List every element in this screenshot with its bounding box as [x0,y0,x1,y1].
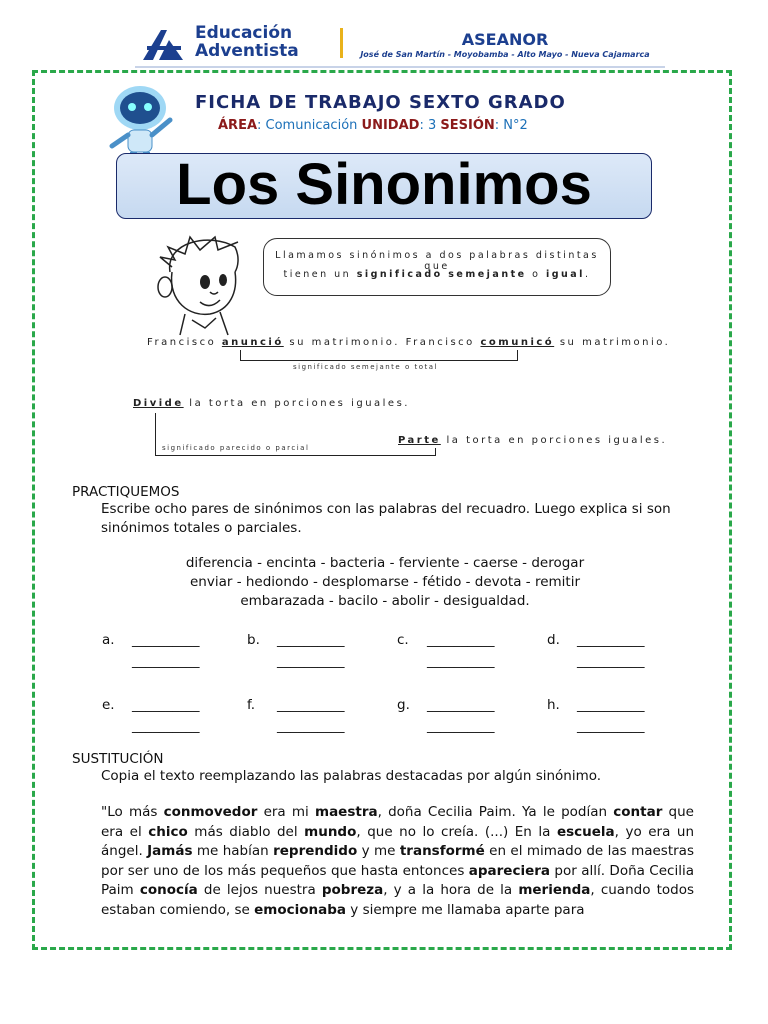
highlighted-word: conmovedor [163,804,258,820]
big-title: Los Sinonimos [176,152,592,217]
sheet-meta: ÁREA: Comunicación UNIDAD: 3 SESIÓN: N°2 [218,118,528,133]
passage-text: , doña Cecilia Paim. Ya le podían [377,804,614,820]
passage-text: "Lo más [101,804,164,820]
highlighted-word: chico [148,823,188,840]
unit-value: 3 [427,118,437,133]
highlighted-word: emocionaba [254,901,346,918]
practiquemos-instructions: Escribe ocho pares de sinónimos con las palabras del recuadro. Luego explica si son sinónimos totales o parciales. [101,501,671,536]
passage-text: y me [357,843,400,859]
bracket-line [155,413,156,456]
org-name: ASEANOR [461,30,549,49]
bubble-bold: igual [545,269,585,280]
example-partial-b [398,435,667,446]
highlighted-word: pobreza [321,882,384,898]
example-text: Francisco [147,337,222,348]
answer-label: g. [397,697,410,713]
logo-line1: Educación [195,23,293,43]
highlighted-word: contar [613,804,663,820]
answer-label: e. [102,697,115,713]
bubble-text: . [584,269,591,280]
answer-label: b. [247,632,260,648]
speech-bubble [263,238,611,296]
bracket-line [155,455,435,456]
passage-text: , y a la hora de la [383,882,519,898]
word-line: embarazada - bacilo - abolir - desigualdad. [240,593,530,609]
highlighted-word: maestra [315,804,378,820]
highlighted-word: apareciera [468,862,551,879]
answer-blank[interactable]: __________ [427,697,495,713]
answer-blank[interactable]: __________ [132,632,200,648]
highlighted-word: merienda [518,882,591,898]
highlighted-word: reprendido [273,843,358,859]
boy-illustration [150,232,250,337]
example-partial-a [133,398,410,409]
bubble-bold: significado [356,269,443,280]
answer-blank[interactable]: __________ [577,718,645,734]
word-line: diferencia - encinta - bacteria - ferviente - caerse - derogar [185,555,585,571]
example-text: su matrimonio. [554,337,671,348]
org-subtitle: José de San Martín - Moyobamba - Alto Mayo - Nueva Cajamarca [360,50,650,59]
sustitucion-passage [101,803,694,920]
highlighted-word: escuela [556,823,615,840]
bracket-line [240,350,518,361]
example-text: su matrimonio. Francisco [283,337,481,348]
bubble-text: tienen un [283,269,357,280]
answer-blank[interactable]: __________ [427,632,495,648]
passage-text: en el mimado de las maestras por ser uno de los más pequeños que hasta entonces [101,843,694,879]
passage-text: más diablo del [187,823,305,840]
bubble-line1: Llamamos sinónimos a dos palabras distintas que [275,250,599,272]
session-label: SESIÓN [440,118,495,133]
bubble-bold: semejante [448,269,527,280]
answer-label: f. [247,697,256,713]
answer-blank[interactable]: __________ [577,632,645,648]
answer-blank[interactable]: __________ [132,653,200,669]
highlighted-word: conocía [139,882,198,898]
passage-text: de lejos nuestra [197,882,322,898]
area-label: ÁREA [218,118,258,133]
session-value: N°2 [503,118,528,133]
passage-text: , que no lo creía. (...) En la [356,823,557,840]
header-divider [340,28,343,58]
answer-label: h. [547,697,560,713]
unit-label: UNIDAD [361,118,420,133]
bubble-text: o [526,269,546,280]
passage-text: era mi [257,804,315,820]
logo-line2: Adventista [195,41,299,61]
note-partial: significado parecido o parcial [162,444,310,452]
header-banner [135,20,665,68]
answer-blank[interactable]: __________ [577,653,645,669]
area-value: Comunicación [265,118,358,133]
bracket-line [435,448,436,456]
answer-blank[interactable]: __________ [277,632,345,648]
passage-text: , cuando todos estaban comiendo, se [101,882,695,918]
answer-blank[interactable]: __________ [427,718,495,734]
answer-label: c. [397,632,409,648]
example-word: Divide [133,398,184,409]
example-text: la torta en porciones iguales. [440,435,668,446]
word-line: enviar - hediondo - desplomarse - fétido - devota - remitir [190,574,580,590]
note-total: significado semejante o total [293,363,438,371]
logo-text [195,24,299,60]
highlighted-word: Jamás [147,843,193,859]
answer-blank[interactable]: __________ [277,718,345,734]
answer-label: a. [102,632,115,648]
passage-text: y siempre me llamaba aparte para [346,901,585,918]
passage-text: por allí. Doña Cecilia Paim [101,862,694,898]
sheet-title: FICHA DE TRABAJO SEXTO GRADO [195,92,566,113]
word-list [100,554,670,611]
answer-blank[interactable]: __________ [427,653,495,669]
example-total [147,337,670,348]
answer-blank[interactable]: __________ [132,697,200,713]
passage-text: que era el [101,804,694,840]
big-title-box [116,153,652,219]
adventist-logo-icon [141,28,185,62]
example-word: comunicó [480,337,555,348]
passage-text: me habían [192,843,274,859]
answer-blank[interactable]: __________ [577,697,645,713]
highlighted-word: transformé [399,843,485,859]
passage-text: , yo era un ángel. [101,823,694,859]
highlighted-word: mundo [304,823,357,840]
example-word: Parte [398,435,441,446]
answer-label: d. [547,632,560,648]
sustitucion-instructions: Copia el texto reemplazando las palabras destacadas por algún sinónimo. [101,768,602,784]
answer-blank[interactable]: __________ [277,697,345,713]
answer-blank[interactable]: __________ [277,653,345,669]
example-text: la torta en porciones iguales. [183,398,410,409]
practiquemos-heading: PRACTIQUEMOS [72,484,180,500]
bubble-line2 [264,269,610,280]
answer-blank[interactable]: __________ [132,718,200,734]
sustitucion-heading: SUSTITUCIÓN [72,751,164,767]
example-word: anunció [221,337,284,348]
